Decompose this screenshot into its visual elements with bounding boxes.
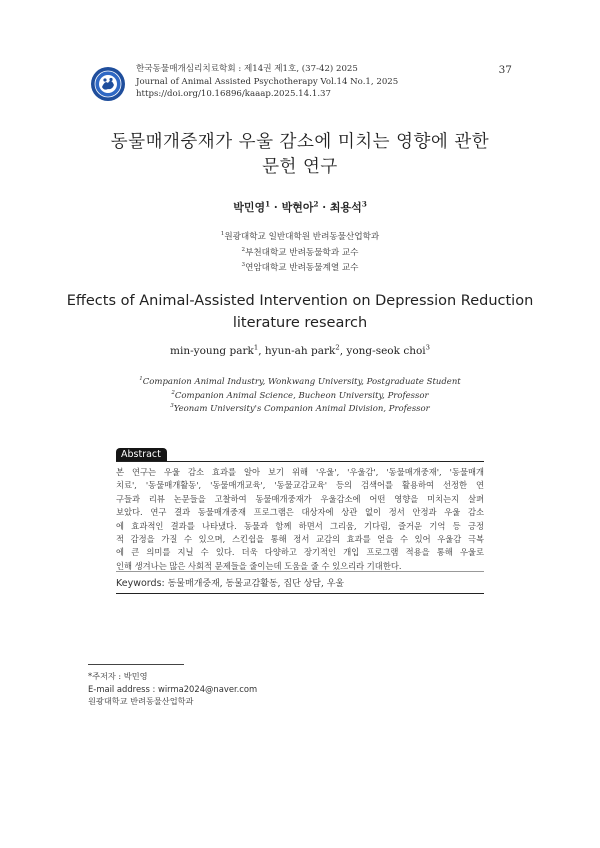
korean-title-line-1: 동물매개중재가 우울 감소에 미치는 영향에 관한 <box>110 132 490 152</box>
korean-author-3: 최용석 <box>329 201 362 214</box>
footnote-affiliation: 원광대학교 반려동물산업학과 <box>88 696 194 706</box>
email-link[interactable]: wirma2024@naver.com <box>157 683 258 694</box>
english-author-separator: , <box>339 345 347 357</box>
korean-title <box>0 130 600 180</box>
english-affiliation-3 <box>0 403 600 417</box>
affiliation-text: 연암대학교 반려동물계열 교수 <box>245 263 359 273</box>
korean-author-1-sup: 1 <box>265 199 271 209</box>
english-authors <box>0 345 600 357</box>
korean-affiliation-3 <box>0 261 600 277</box>
abstract-line: 적 감정을 가질 수 있으며, 스킨쉽을 통해 정서 교감의 효과를 얻을 수 있어 우울감 극복 <box>116 534 484 545</box>
journal-logo-icon <box>90 66 126 102</box>
email-label: E-mail address : <box>88 683 158 694</box>
affiliation-sup: 1 <box>139 376 143 383</box>
korean-affiliations <box>0 230 600 277</box>
abstract-bottom-divider <box>116 593 484 594</box>
korean-author-2: 박현아 <box>281 201 314 214</box>
english-author-2: hyun-ah park <box>264 345 336 357</box>
abstract-line: 인해 생겨나는 많은 사회적 문제들을 줄이는데 도움을 줄 수 있으리라 기대한다. <box>116 560 402 571</box>
affiliation-text: Yeonam University's Companion Animal Division, Professor <box>173 404 430 414</box>
korean-author-1: 박민영 <box>233 201 266 214</box>
doi-link[interactable]: https://doi.org/10.16896/kaaap.2025.14.1.37 <box>136 89 331 99</box>
english-title-line-2: literature research <box>232 315 368 331</box>
journal-english-line: Journal of Animal Assisted Psychotherapy Vol.14 No.1, 2025 <box>136 76 399 87</box>
footnote-divider <box>88 664 184 665</box>
english-title <box>0 290 600 334</box>
affiliation-text: 부천대학교 반려동물학과 교수 <box>245 247 359 258</box>
english-author-3: yong-seok choi <box>346 345 426 357</box>
english-author-1-sup: 1 <box>253 343 259 352</box>
korean-affiliation-2 <box>0 246 600 262</box>
english-author-3-sup: 3 <box>425 343 430 352</box>
korean-affiliation-1 <box>0 230 600 246</box>
abstract-line: 본 연구는 우울 감소 효과를 알아 보기 위해 '우울', '우울감', '동물매개중재', '동물매개 <box>116 467 484 477</box>
affiliation-text: Companion Animal Science, Bucheon University, Professor <box>174 390 429 401</box>
author-separator: · <box>318 201 330 214</box>
korean-author-3-sup: 3 <box>361 199 367 209</box>
korean-author-2-sup: 2 <box>313 199 319 209</box>
affiliation-sup: 3 <box>170 403 174 410</box>
footnote <box>88 670 257 708</box>
affiliation-sup: 1 <box>220 231 225 238</box>
affiliation-text: Companion Animal Industry, Wonkwang University, Postgraduate Student <box>142 377 461 387</box>
email-line <box>88 683 257 696</box>
abstract-line: 치료', '동물매개활동', '동물매개교육', '동물교감교육' 등의 검색어를 활용하여 선정한 연 <box>116 480 484 491</box>
english-affiliation-2 <box>0 390 600 404</box>
korean-title-line-2: 문헌 연구 <box>262 157 338 177</box>
abstract-label: Abstract <box>116 448 167 462</box>
english-author-1: min-young park <box>170 345 254 357</box>
abstract-line: 구들과 리뷰 논문들을 고찰하여 동물매개중재가 우울감소에 어떤 영향을 미치는지 살펴 <box>116 493 484 504</box>
english-title-line-1: Effects of Animal-Assisted Intervention on Depression Reduction <box>66 293 534 309</box>
english-author-separator: , <box>258 345 265 357</box>
affiliation-sup: 2 <box>171 389 175 396</box>
english-affiliations <box>0 376 600 417</box>
keywords-label: Keywords: <box>116 578 165 589</box>
abstract-top-divider <box>116 461 484 462</box>
author-separator: · <box>270 201 282 214</box>
affiliation-sup: 2 <box>241 246 246 253</box>
affiliation-sup: 3 <box>241 262 246 269</box>
english-author-2-sup: 2 <box>335 343 340 352</box>
abstract-keywords-divider <box>116 571 484 572</box>
abstract-line: 에 큰 의미를 지닐 수 있다. 더욱 다양하고 장기적인 개입 프로그램 적용을 통해 우울로 <box>116 547 484 558</box>
keywords-text: 동물매개중재, 동물교감활동, 집단 상담, 우울 <box>167 579 345 589</box>
english-affiliation-1 <box>0 376 600 390</box>
journal-header <box>136 63 398 101</box>
journal-korean-line: 한국동물매개심리치료학회 : 제14권 제1호, (37-42) 2025 <box>136 64 358 74</box>
keywords <box>116 576 484 589</box>
corresponding-author: *주저자 : 박민영 <box>88 671 148 681</box>
abstract-line: 에 효과적인 결과를 나타냈다. 동물과 함께 하면서 그리움, 기다림, 즐거운 기억 등 긍정 <box>116 520 484 531</box>
abstract-line: 보았다. 연구 결과 동물매개중재 프로그램은 대상자에 상관 없이 정서 안정과 우울 감소 <box>116 507 484 518</box>
abstract-body <box>116 466 484 573</box>
korean-authors <box>0 199 600 215</box>
page-number: 37 <box>498 64 512 76</box>
affiliation-text: 원광대학교 일반대학원 반려동물산업학과 <box>224 232 380 242</box>
